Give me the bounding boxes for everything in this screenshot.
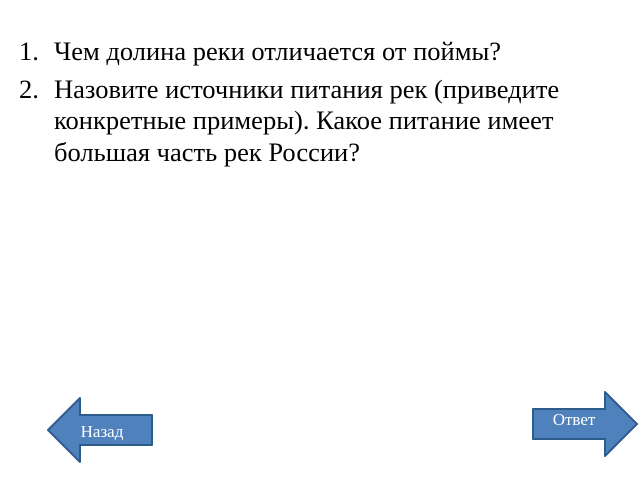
question-list: [14, 36, 614, 174]
answer-button[interactable]: [531, 388, 639, 460]
back-button-label: Назад: [80, 422, 124, 441]
question-number: 2.: [19, 73, 39, 104]
back-button[interactable]: [46, 394, 154, 466]
list-item: [14, 74, 614, 169]
question-text: Назовите источники питания рек (приведите конкретные примеры). Какое питание имеет большая часть рек России?: [54, 73, 560, 167]
question-text: Чем долина реки отличается от поймы?: [54, 36, 502, 66]
list-item: [14, 36, 614, 68]
question-number: 1.: [19, 36, 39, 66]
answer-button-label: Ответ: [552, 410, 596, 429]
